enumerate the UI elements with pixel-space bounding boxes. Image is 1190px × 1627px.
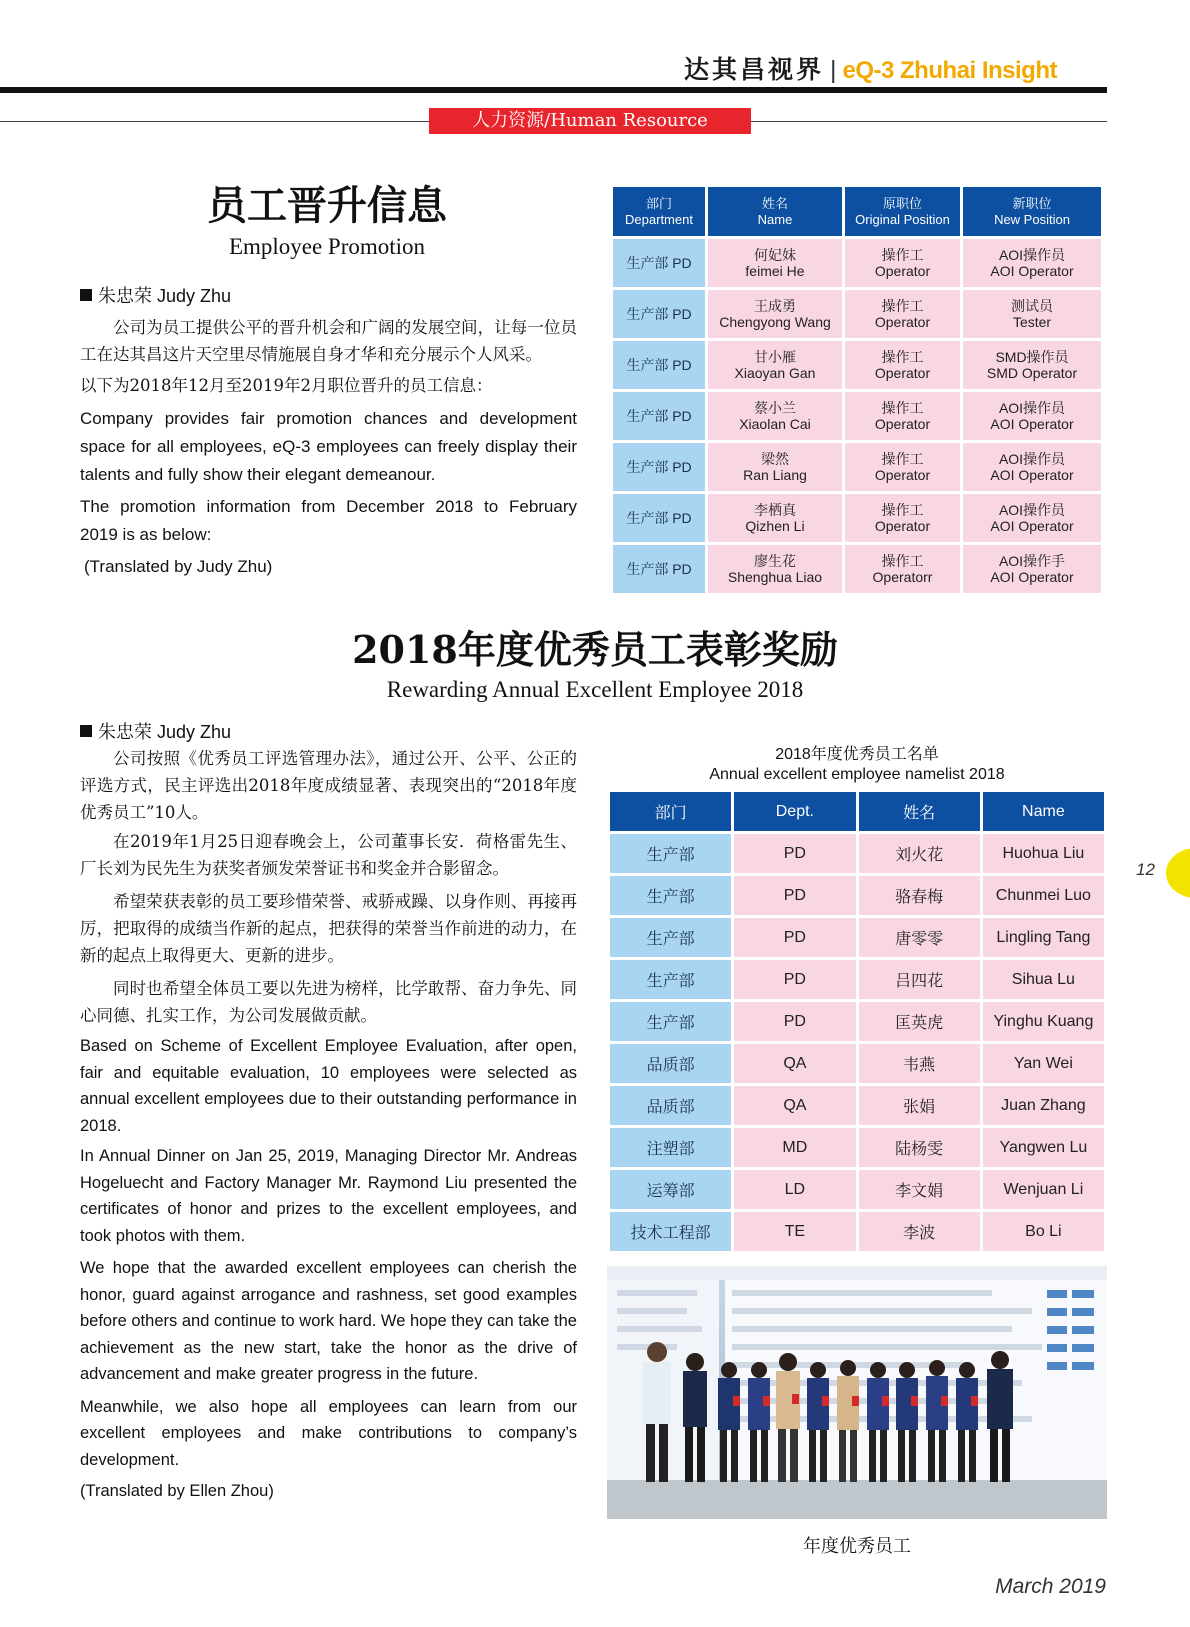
dept-cell bbox=[613, 494, 705, 542]
column-header-name-cn: 姓名 bbox=[859, 792, 980, 831]
dept-en-cell: TE bbox=[734, 1212, 855, 1251]
promotion-paragraph-cn-1: 公司为员工提供公平的晋升机会和广阔的发展空间，让每一位员工在达其昌这片天空里尽情施展自身才华和充分展示个人风采。 bbox=[80, 318, 577, 364]
original-position-cell bbox=[845, 239, 960, 287]
new-position-cell bbox=[963, 494, 1101, 542]
excellent-paragraph-en-2: In Annual Dinner on Jan 25, 2019, Managing Director Mr. Andreas Hogeluecht and Factory Manager Mr. Raymond Liu presented the certificates of honor and prizes to the excellent employees, and took photos with them. bbox=[80, 1147, 577, 1245]
new-position-cell-text: AOI Operator bbox=[990, 467, 1074, 483]
excellent-table-row bbox=[610, 1212, 1104, 1251]
original-position-cell bbox=[845, 392, 960, 440]
promotion-title-en: Employee Promotion bbox=[228, 234, 426, 259]
new-position-cell-text: AOI Operator bbox=[990, 518, 1074, 534]
dept-cell-text: 生产部 PD bbox=[626, 306, 692, 322]
name-cn-cell: 张娟 bbox=[859, 1086, 980, 1125]
excellent-paragraph-en-4: Meanwhile, we also hope all employees can learn from our excellent employees and make contributions to company’s development. bbox=[80, 1397, 577, 1469]
name-cell bbox=[708, 494, 842, 542]
dept-cell bbox=[613, 443, 705, 491]
original-position-cell-text: 操作工 bbox=[881, 553, 924, 569]
new-position-cell bbox=[963, 443, 1101, 491]
name-cell bbox=[708, 290, 842, 338]
promotion-table-row bbox=[613, 494, 1101, 542]
new-position-cell-text: AOI操作员 bbox=[998, 400, 1066, 416]
excellent-table-row bbox=[610, 1002, 1104, 1041]
name-cn-cell: 李波 bbox=[859, 1212, 980, 1251]
promotion-table-row bbox=[613, 239, 1101, 287]
excellent-table-row bbox=[610, 1170, 1104, 1209]
dept-cn-cell: 品质部 bbox=[610, 1086, 731, 1125]
column-header-original-position: 原职位 Original Position bbox=[845, 187, 960, 236]
name-cell-text: Xiaoyan Gan bbox=[734, 365, 816, 381]
name-cell-text: 甘小雁 bbox=[754, 349, 796, 365]
name-cell-text: 李栖真 bbox=[754, 502, 796, 518]
original-position-cell bbox=[845, 494, 960, 542]
dept-cn-cell: 生产部 bbox=[610, 960, 731, 999]
promotion-body bbox=[80, 314, 577, 581]
original-position-cell bbox=[845, 290, 960, 338]
new-position-cell-text: SMD操作员 bbox=[995, 349, 1069, 365]
dept-cn-cell: 运筹部 bbox=[610, 1170, 731, 1209]
header-rule-thick bbox=[0, 87, 1107, 93]
excellent-table-row bbox=[610, 1044, 1104, 1083]
original-position-cell-text: 操作工 bbox=[881, 298, 924, 314]
excellent-paragraph-cn-2: 在2019年1月25日迎春晚会上，公司董事长安．荷格雷先生、厂长刘为民先生为获奖者颁发荣誉证书和奖金并合影留念。 bbox=[80, 832, 577, 878]
new-position-cell-text: AOI Operator bbox=[990, 569, 1074, 585]
promotion-table-row bbox=[613, 392, 1101, 440]
original-position-cell bbox=[845, 443, 960, 491]
excellent-paragraph-cn-3: 希望荣获表彰的员工要珍惜荣誉、戒骄戒躁、以身作则、再接再厉，把取得的成绩当作新的起点，把获得的荣誉当作前进的动力，在新的起点上取得更大、更新的进步。 bbox=[80, 892, 577, 965]
original-position-cell-text: 操作工 bbox=[881, 502, 924, 518]
excellent-table-row bbox=[610, 1128, 1104, 1167]
dept-cell-text: 生产部 PD bbox=[626, 357, 692, 373]
promotion-table bbox=[610, 184, 1104, 596]
dept-en-cell: QA bbox=[734, 1086, 855, 1125]
column-header-dept-cn: 部门 bbox=[610, 792, 731, 831]
promotion-table-row bbox=[613, 545, 1101, 593]
original-position-cell-text: Operator bbox=[874, 518, 931, 534]
name-cell-text: 廖生花 bbox=[754, 553, 796, 569]
author-name: 朱忠荣 Judy Zhu bbox=[98, 286, 232, 306]
column-header-new-position: 新职位 New Position bbox=[963, 187, 1101, 236]
promotion-paragraph-cn-2: 以下为2018年12月至2019年2月职位晋升的员工信息： bbox=[80, 376, 493, 395]
new-position-cell bbox=[963, 545, 1101, 593]
dept-cn-cell: 品质部 bbox=[610, 1044, 731, 1083]
page-number: 12 bbox=[1136, 860, 1155, 879]
dept-en-cell: PD bbox=[734, 1002, 855, 1041]
new-position-cell bbox=[963, 290, 1101, 338]
original-position-cell-text: Operator bbox=[874, 467, 931, 483]
promotion-translator: (Translated by Judy Zhu) bbox=[84, 557, 273, 576]
column-header-department: 部门 Department bbox=[613, 187, 705, 236]
dept-en-cell: LD bbox=[734, 1170, 855, 1209]
section-tag: 人力资源/Human Resource bbox=[429, 108, 751, 134]
new-position-cell bbox=[963, 239, 1101, 287]
dept-cn-cell: 生产部 bbox=[610, 876, 731, 915]
name-en-cell: Yangwen Lu bbox=[983, 1128, 1104, 1167]
dept-cn-cell: 生产部 bbox=[610, 834, 731, 873]
column-header-name: 姓名 Name bbox=[708, 187, 842, 236]
dept-cell bbox=[613, 545, 705, 593]
group-photo-illustration bbox=[607, 1266, 1107, 1519]
name-en-cell: Yinghu Kuang bbox=[983, 1002, 1104, 1041]
dept-cell-text: 生产部 PD bbox=[626, 510, 692, 526]
excellent-table-row bbox=[610, 918, 1104, 957]
original-position-cell-text: 操作工 bbox=[881, 400, 924, 416]
excellent-paragraph-cn-4: 同时也希望全体员工要以先进为榜样，比学敢帮、奋力争先、同心同德、扎实工作，为公司发展做贡献。 bbox=[80, 979, 577, 1025]
author-name: 朱忠荣 Judy Zhu bbox=[98, 722, 232, 742]
name-cn-cell: 韦燕 bbox=[859, 1044, 980, 1083]
dept-cn-cell: 技术工程部 bbox=[610, 1212, 731, 1251]
dept-cn-cell: 注塑部 bbox=[610, 1128, 731, 1167]
name-cn-cell: 刘火花 bbox=[859, 834, 980, 873]
dept-en-cell: PD bbox=[734, 834, 855, 873]
namelist-title-cn: 2018年度优秀员工名单 bbox=[775, 746, 939, 763]
promotion-author bbox=[80, 282, 231, 308]
magazine-title-cn: 达其昌视界 bbox=[683, 55, 824, 84]
dept-en-cell: PD bbox=[734, 960, 855, 999]
new-position-cell-text: AOI操作手 bbox=[998, 553, 1066, 569]
dept-cell-text: 生产部 PD bbox=[626, 408, 692, 424]
original-position-cell-text: 操作工 bbox=[881, 247, 924, 263]
name-cell bbox=[708, 443, 842, 491]
name-cell bbox=[708, 239, 842, 287]
name-cell-text: Chengyong Wang bbox=[719, 314, 831, 330]
original-position-cell-text: 操作工 bbox=[881, 451, 924, 467]
column-header-name-en: Name bbox=[983, 792, 1104, 831]
dept-cell-text: 生产部 PD bbox=[626, 561, 692, 577]
new-position-cell-text: AOI操作员 bbox=[998, 247, 1066, 263]
name-cn-cell: 唐零零 bbox=[859, 918, 980, 957]
dept-en-cell: PD bbox=[734, 918, 855, 957]
original-position-cell-text: Operator bbox=[874, 263, 931, 279]
name-cell-text: 梁然 bbox=[761, 451, 789, 467]
square-bullet-icon bbox=[80, 725, 92, 737]
dept-en-cell: MD bbox=[734, 1128, 855, 1167]
excellent-table-header-row bbox=[610, 792, 1104, 831]
excellent-paragraph-en-3: We hope that the awarded excellent employees can cherish the honor, guard against arrogance and rashness, set good examples before others and continue to work hard. We hope they can take the achievement as the new start, take the honor as the drive of advancement and make greater progress in the future. bbox=[80, 1259, 577, 1383]
promotion-table-header-row bbox=[613, 187, 1101, 236]
original-position-cell bbox=[845, 341, 960, 389]
magazine-title-en: eQ-3 Zhuhai Insight bbox=[842, 57, 1057, 84]
promotion-table-row bbox=[613, 443, 1101, 491]
name-en-cell: Bo Li bbox=[983, 1212, 1104, 1251]
excellent-paragraph-cn-1: 公司按照《优秀员工评选管理办法》，通过公开、公平、公正的评选方式，民主评选出2018年度成绩显著、表现突出的“2018年度优秀员工”10人。 bbox=[80, 749, 577, 822]
original-position-cell-text: 操作工 bbox=[881, 349, 924, 365]
name-cell-text: Xiaolan Cai bbox=[739, 416, 811, 432]
award-group-photo bbox=[607, 1266, 1107, 1519]
excellent-title-cn: 2018年度优秀员工表彰奖励 bbox=[352, 627, 838, 672]
original-position-cell-text: Operator bbox=[874, 365, 931, 381]
dept-cell-text: 生产部 PD bbox=[626, 459, 692, 475]
name-cn-cell: 骆春梅 bbox=[859, 876, 980, 915]
name-cn-cell: 陆杨雯 bbox=[859, 1128, 980, 1167]
original-position-cell-text: Operator bbox=[874, 314, 931, 330]
new-position-cell-text: 测试员 bbox=[1011, 298, 1053, 314]
name-en-cell: Wenjuan Li bbox=[983, 1170, 1104, 1209]
dept-cn-cell: 生产部 bbox=[610, 1002, 731, 1041]
dept-cell bbox=[613, 341, 705, 389]
excellent-translator: (Translated by Ellen Zhou) bbox=[80, 1482, 274, 1500]
name-cn-cell: 匡英虎 bbox=[859, 1002, 980, 1041]
promotion-table-row bbox=[613, 290, 1101, 338]
dept-cell bbox=[613, 290, 705, 338]
original-position-cell-text: Operator bbox=[874, 416, 931, 432]
excellent-table-row bbox=[610, 834, 1104, 873]
name-en-cell: Chunmei Luo bbox=[983, 876, 1104, 915]
name-cell-text: Ran Liang bbox=[743, 467, 807, 483]
new-position-cell-text: AOI操作员 bbox=[998, 451, 1066, 467]
name-cell bbox=[708, 545, 842, 593]
new-position-cell-text: AOI Operator bbox=[990, 263, 1074, 279]
name-cell-text: 王成勇 bbox=[754, 298, 796, 314]
name-cell-text: Shenghua Liao bbox=[727, 569, 823, 585]
name-cell-text: Qizhen Li bbox=[745, 518, 805, 534]
footer-date: March 2019 bbox=[995, 1575, 1106, 1598]
name-en-cell: Lingling Tang bbox=[983, 918, 1104, 957]
name-cell-text: feimei He bbox=[745, 263, 805, 279]
magazine-masthead bbox=[684, 50, 1057, 86]
excellent-title-en: Rewarding Annual Excellent Employee 2018 bbox=[386, 677, 804, 702]
square-bullet-icon bbox=[80, 289, 92, 301]
excellent-employee-table bbox=[607, 789, 1107, 1254]
dept-cell-text: 生产部 PD bbox=[626, 255, 692, 271]
original-position-cell bbox=[845, 545, 960, 593]
excellent-table-row bbox=[610, 960, 1104, 999]
new-position-cell bbox=[963, 392, 1101, 440]
name-cn-cell: 李文娟 bbox=[859, 1170, 980, 1209]
dept-cell bbox=[613, 239, 705, 287]
new-position-cell-text: AOI操作员 bbox=[998, 502, 1066, 518]
name-cell bbox=[708, 341, 842, 389]
new-position-cell-text: AOI Operator bbox=[990, 416, 1074, 432]
namelist-caption bbox=[607, 745, 1107, 785]
original-position-cell-text: Operatorr bbox=[872, 569, 933, 585]
promotion-title-cn: 员工晋升信息 bbox=[207, 182, 447, 229]
excellent-body bbox=[80, 745, 577, 1505]
excellent-author bbox=[80, 718, 231, 744]
new-position-cell-text: Tester bbox=[1012, 314, 1052, 330]
dept-cn-cell: 生产部 bbox=[610, 918, 731, 957]
excellent-table-row bbox=[610, 876, 1104, 915]
dept-en-cell: PD bbox=[734, 876, 855, 915]
excellent-table-row bbox=[610, 1086, 1104, 1125]
name-cell bbox=[708, 392, 842, 440]
promotion-paragraph-en-1: Company provides fair promotion chances and development space for all employees, eQ-3 employees can freely display their talents and fully show their elegant demeanour. bbox=[80, 409, 577, 484]
masthead-separator: | bbox=[829, 56, 837, 84]
name-en-cell: Juan Zhang bbox=[983, 1086, 1104, 1125]
name-cn-cell: 吕四花 bbox=[859, 960, 980, 999]
page-tab-marker bbox=[1166, 848, 1190, 898]
name-cell-text: 何妃妹 bbox=[754, 247, 796, 263]
name-en-cell: Huohua Liu bbox=[983, 834, 1104, 873]
name-en-cell: Yan Wei bbox=[983, 1044, 1104, 1083]
promotion-paragraph-en-2: The promotion information from December 2018 to February 2019 is as below: bbox=[80, 497, 577, 544]
column-header-dept-en: Dept. bbox=[734, 792, 855, 831]
excellent-paragraph-en-1: Based on Scheme of Excellent Employee Evaluation, after open, fair and equitable evaluation, 10 employees were selected as annual excellent employees due to their outstanding performance in 2018. bbox=[80, 1037, 577, 1135]
promotion-table-row bbox=[613, 341, 1101, 389]
name-cell-text: 蔡小兰 bbox=[754, 400, 796, 416]
new-position-cell bbox=[963, 341, 1101, 389]
dept-en-cell: QA bbox=[734, 1044, 855, 1083]
photo-caption: 年度优秀员工 bbox=[803, 1536, 911, 1557]
namelist-title-en: Annual excellent employee namelist 2018 bbox=[709, 766, 1005, 783]
new-position-cell-text: SMD Operator bbox=[986, 365, 1078, 381]
dept-cell bbox=[613, 392, 705, 440]
name-en-cell: Sihua Lu bbox=[983, 960, 1104, 999]
